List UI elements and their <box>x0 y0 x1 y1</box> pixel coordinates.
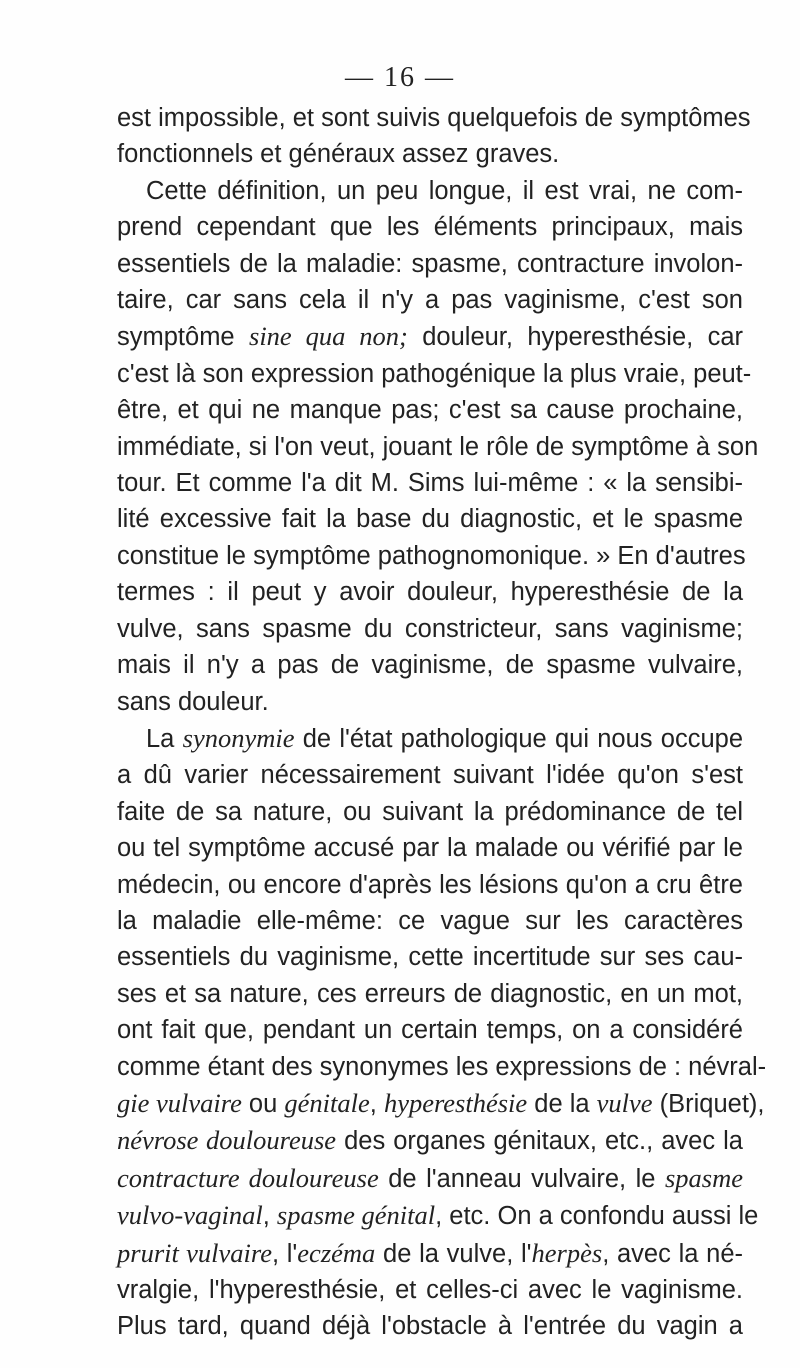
text-line: vralgie, l'hyperesthésie, et celles-ci avec le vaginisme. <box>117 1276 743 1304</box>
italic-term: névrose douloureuse <box>117 1125 337 1156</box>
text-line: fonctionnels et généraux assez graves. <box>117 140 560 169</box>
text-segment: (Briquet), <box>652 1089 765 1118</box>
italic-term: spasme <box>664 1162 743 1193</box>
italic-term: prurit vulvaire <box>117 1237 272 1268</box>
text-segment: , <box>369 1089 384 1118</box>
text-segment: , l' <box>271 1239 298 1268</box>
text-segment: des organes génitaux, etc., avec la <box>336 1127 743 1156</box>
text-line: sans douleur. <box>117 687 269 716</box>
text-segment: ou <box>241 1089 285 1118</box>
text-line: Plus tard, quand déjà l'obstacle à l'entrée du vagin a <box>117 1312 743 1341</box>
body-text <box>117 100 767 1345</box>
text-line: comme étant des synonymes les expressions de : névral- <box>117 1052 767 1081</box>
text-line: faite de sa nature, ou suivant la prédominance de tel <box>117 797 743 826</box>
text-line: Cette définition, un peu longue, il est vrai, ne com- <box>146 176 743 205</box>
text-line: essentiels du vaginisme, cette incertitude sur ses cau- <box>117 943 743 972</box>
text-segment: La <box>146 724 183 753</box>
text-line: termes : il peut y avoir douleur, hyperesthésie de la <box>117 578 743 607</box>
text-line: mais il n'y a pas de vaginisme, de spasme vulvaire, <box>117 651 743 680</box>
text-line <box>117 1235 743 1272</box>
italic-term: génitale <box>284 1087 370 1118</box>
italic-term: synonymie <box>182 722 295 753</box>
text-line: immédiate, si l'on veut, jouant le rôle de symptôme à son <box>117 432 759 461</box>
italic-term: contracture douloureuse <box>117 1162 379 1193</box>
text-segment: symptôme <box>117 323 249 352</box>
text-line: médecin, ou encore d'après les lésions qu'on a cru être <box>117 870 743 899</box>
text-line <box>117 318 743 355</box>
text-line: être, et qui ne manque pas; c'est sa cause prochaine, <box>117 396 743 425</box>
text-segment: douleur, hyperesthésie, car <box>407 323 744 352</box>
italic-term: herpès <box>531 1237 603 1268</box>
text-line: lité excessive fait la base du diagnostic, et le spasme <box>117 505 743 534</box>
text-line: constitue le symptôme pathognomonique. » En d'autres <box>117 541 746 570</box>
text-line: ou tel symptôme accusé par la malade ou vérifié par le <box>117 834 743 863</box>
italic-term: spasme génital <box>276 1200 436 1231</box>
text-line <box>117 1160 743 1197</box>
text-segment: de l'anneau vulvaire, le <box>378 1164 665 1193</box>
text-line <box>117 1122 743 1159</box>
text-line: essentiels de la maladie: spasme, contracture involon- <box>117 249 743 278</box>
text-segment: , <box>262 1202 277 1231</box>
text-line: est impossible, et sont suivis quelquefois de symptômes <box>117 104 751 132</box>
text-line: a dû varier nécessairement suivant l'idée qu'on s'est <box>117 761 743 790</box>
text-segment: de l'état pathologique qui nous occupe <box>294 724 744 753</box>
text-line <box>117 720 743 757</box>
text-segment: de la vulve, l' <box>375 1239 532 1268</box>
italic-term: vulve <box>596 1087 653 1118</box>
italic-term: gie vulvaire <box>117 1087 242 1118</box>
italic-term: hyperesthésie <box>383 1087 528 1118</box>
italic-term: vulvo-vaginal <box>117 1200 263 1231</box>
text-segment: , etc. On a confondu aussi le <box>435 1202 759 1231</box>
text-line <box>117 1197 759 1234</box>
italic-term: eczéma <box>297 1237 376 1268</box>
text-line: tour. Et comme l'a dit M. Sims lui-même : « la sensibi- <box>117 469 743 498</box>
page-number: — 16 — <box>345 62 455 93</box>
text-line: ses et sa nature, ces erreurs de diagnostic, en un mot, <box>117 979 743 1008</box>
text-line: la maladie elle-même: ce vague sur les caractères <box>117 906 743 935</box>
text-segment: de la <box>527 1089 597 1118</box>
text-line: ont fait que, pendant un certain temps, on a considéré <box>117 1016 743 1045</box>
text-line: taire, car sans cela il n'y a pas vaginisme, c'est son <box>117 286 743 315</box>
text-segment: , avec la né- <box>602 1239 743 1268</box>
text-line <box>117 1085 765 1122</box>
text-line: vulve, sans spasme du constricteur, sans vaginisme; <box>117 614 743 643</box>
text-line: c'est là son expression pathogénique la plus vraie, peut- <box>117 359 752 388</box>
text-line: prend cependant que les éléments principaux, mais <box>117 213 743 242</box>
italic-term: sine qua non; <box>249 321 408 352</box>
